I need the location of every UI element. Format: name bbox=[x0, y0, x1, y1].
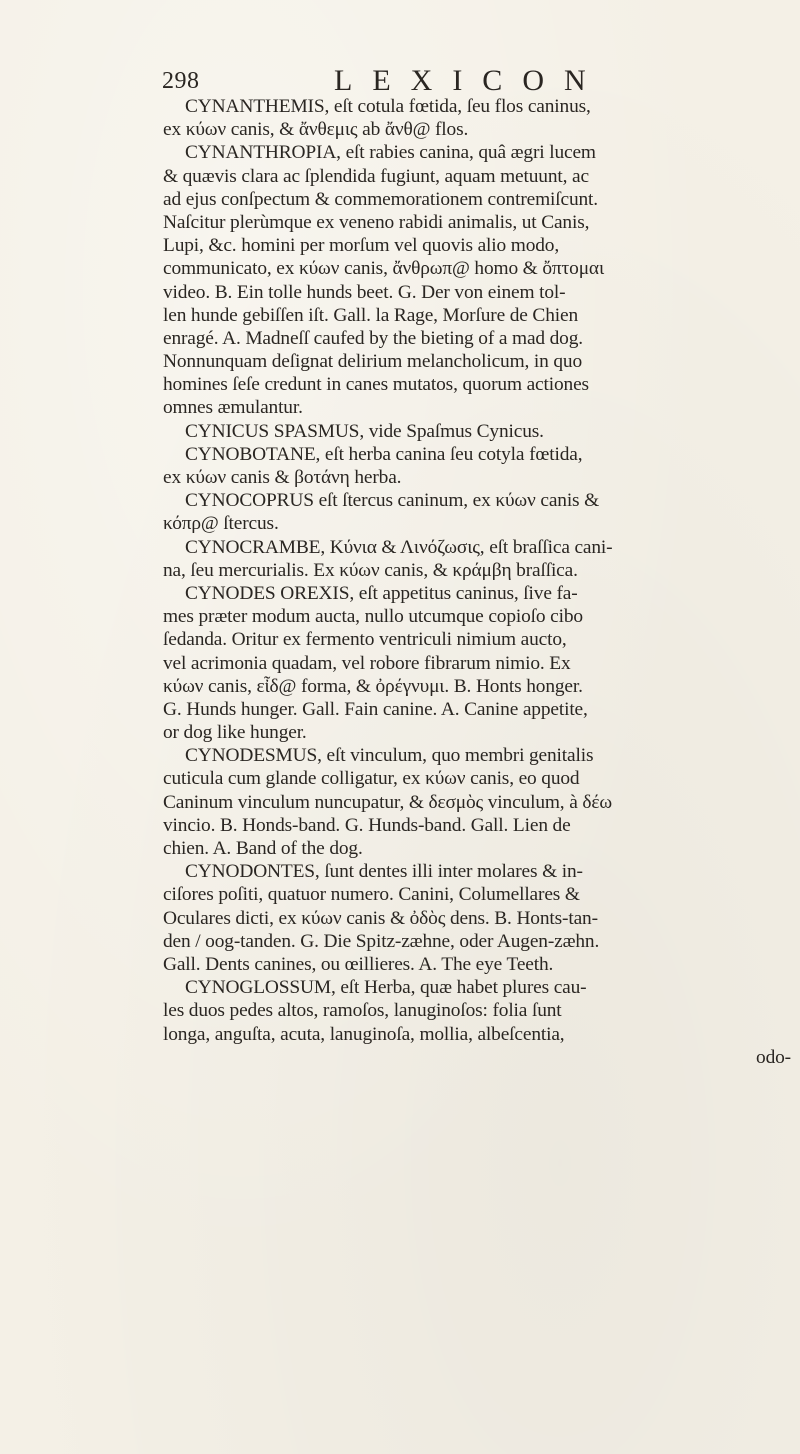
text-line: ciſores poſiti, quatuor numero. Canini, Columellares & bbox=[163, 884, 580, 906]
text-line: enragé. A. Madneſſ caufed by the bieting of a mad dog. bbox=[163, 327, 583, 349]
text-line: Naſcitur plerùmque ex veneno rabidi animalis, ut Canis, bbox=[163, 211, 590, 233]
text-line: Gall. Dents canines, ou œillieres. A. The eye Teeth. bbox=[163, 953, 554, 975]
text-line: video. B. Ein tolle hunds beet. G. Der von einem tol- bbox=[163, 281, 566, 303]
text-line: CYNOCRAMBE, Κύνια & Λινόζωσις, eſt braſſica cani- bbox=[185, 536, 613, 558]
text-line: na, ſeu mercurialis. Ex κύων canis, & κράμβη braſſica. bbox=[163, 559, 578, 581]
page-number: 298 bbox=[162, 68, 200, 94]
text-line: communicato, ex κύων canis, ἄνθρωπ@ homo & ὄπτομαι bbox=[163, 258, 605, 280]
running-head: LEXICON bbox=[334, 64, 606, 97]
text-line: chien. A. Band of the dog. bbox=[163, 838, 363, 859]
text-line: ad ejus conſpectum & commemorationem contremiſcunt. bbox=[163, 188, 598, 210]
dictionary-text-block bbox=[163, 95, 797, 1069]
text-line: CYNODESMUS, eſt vinculum, quo membri genitalis bbox=[185, 745, 594, 767]
text-line: ex κύων canis & βοτάνη herba. bbox=[163, 467, 402, 488]
text-line: Nonnunquam deſignat delirium melancholicum, in quo bbox=[163, 351, 583, 373]
text-line: longa, anguſta, acuta, lanuginoſa, mollia, albeſcentia, bbox=[163, 1023, 565, 1045]
text-line: CYNOCOPRUS eſt ſtercus caninum, ex κύων canis & bbox=[185, 490, 600, 512]
text-line: CYNANTHROPIA, eſt rabies canina, quâ ægri lucem bbox=[185, 142, 596, 164]
text-line: omnes æmulantur. bbox=[163, 397, 303, 419]
text-line: Caninum vinculum nuncupatur, & δεσμὸς vinculum, à δέω bbox=[163, 791, 612, 813]
text-line: vincio. B. Honds-band. G. Hunds-band. Gall. Lien de bbox=[163, 814, 571, 836]
text-line: CYNANTHEMIS, eſt cotula fœtida, ſeu flos caninus, bbox=[185, 96, 591, 117]
text-line: or dog like hunger. bbox=[163, 722, 307, 744]
text-line: ſedanda. Oritur ex fermento ventriculi nimium aucto, bbox=[163, 629, 567, 651]
text-line: cuticula cum glande colligatur, ex κύων canis, eo quod bbox=[163, 768, 580, 790]
text-line: CYNODONTES, ſunt dentes illi inter molares & in- bbox=[185, 861, 583, 883]
text-line: CYNODES OREXIS, eſt appetitus caninus, ſive fa- bbox=[185, 582, 578, 604]
text-line: & quævis clara ac ſplendida fugiunt, aquam metuunt, ac bbox=[163, 165, 589, 187]
text-line: odo- bbox=[756, 1046, 791, 1068]
text-line: CYNOGLOSSUM, eſt Herba, quæ habet plures cau- bbox=[185, 977, 587, 999]
text-line: den / oog-tanden. G. Die Spitz-zæhne, oder Augen-zæhn. bbox=[163, 930, 600, 952]
text-line: len hunde gebiſſen iſt. Gall. la Rage, Morſure de Chien bbox=[163, 304, 579, 326]
text-line: les duos pedes altos, ramoſos, lanuginoſos: folia ſunt bbox=[163, 1000, 562, 1022]
text-line: κύων canis, εἶδ@ forma, & ὀρέγνυμι. B. Honts honger. bbox=[163, 675, 583, 697]
text-line: κόπρ@ ſtercus. bbox=[163, 513, 279, 535]
text-line: ex κύων canis, & ἄνθεμις ab ἄνθ@ flos. bbox=[163, 119, 469, 141]
text-line: vel acrimonia quadam, vel robore fibrarum nimio. Ex bbox=[163, 652, 571, 674]
text-line: homines ſeſe credunt in canes mutatos, quorum actiones bbox=[163, 374, 589, 396]
text-line: mes præter modum aucta, nullo utcumque copioſo cibo bbox=[163, 606, 583, 628]
text-line: Oculares dicti, ex κύων canis & ὀδὸς dens. B. Honts-tan- bbox=[163, 907, 598, 929]
text-line: CYNICUS SPASMUS, vide Spaſmus Cynicus. bbox=[185, 420, 544, 442]
text-line: Lupi, &c. homini per morſum vel quovis alio modo, bbox=[163, 235, 560, 257]
text-line: CYNOBOTANE, eſt herba canina ſeu cotyla fœtida, bbox=[185, 443, 583, 465]
text-line: G. Hunds hunger. Gall. Fain canine. A. Canine appetite, bbox=[163, 698, 588, 720]
